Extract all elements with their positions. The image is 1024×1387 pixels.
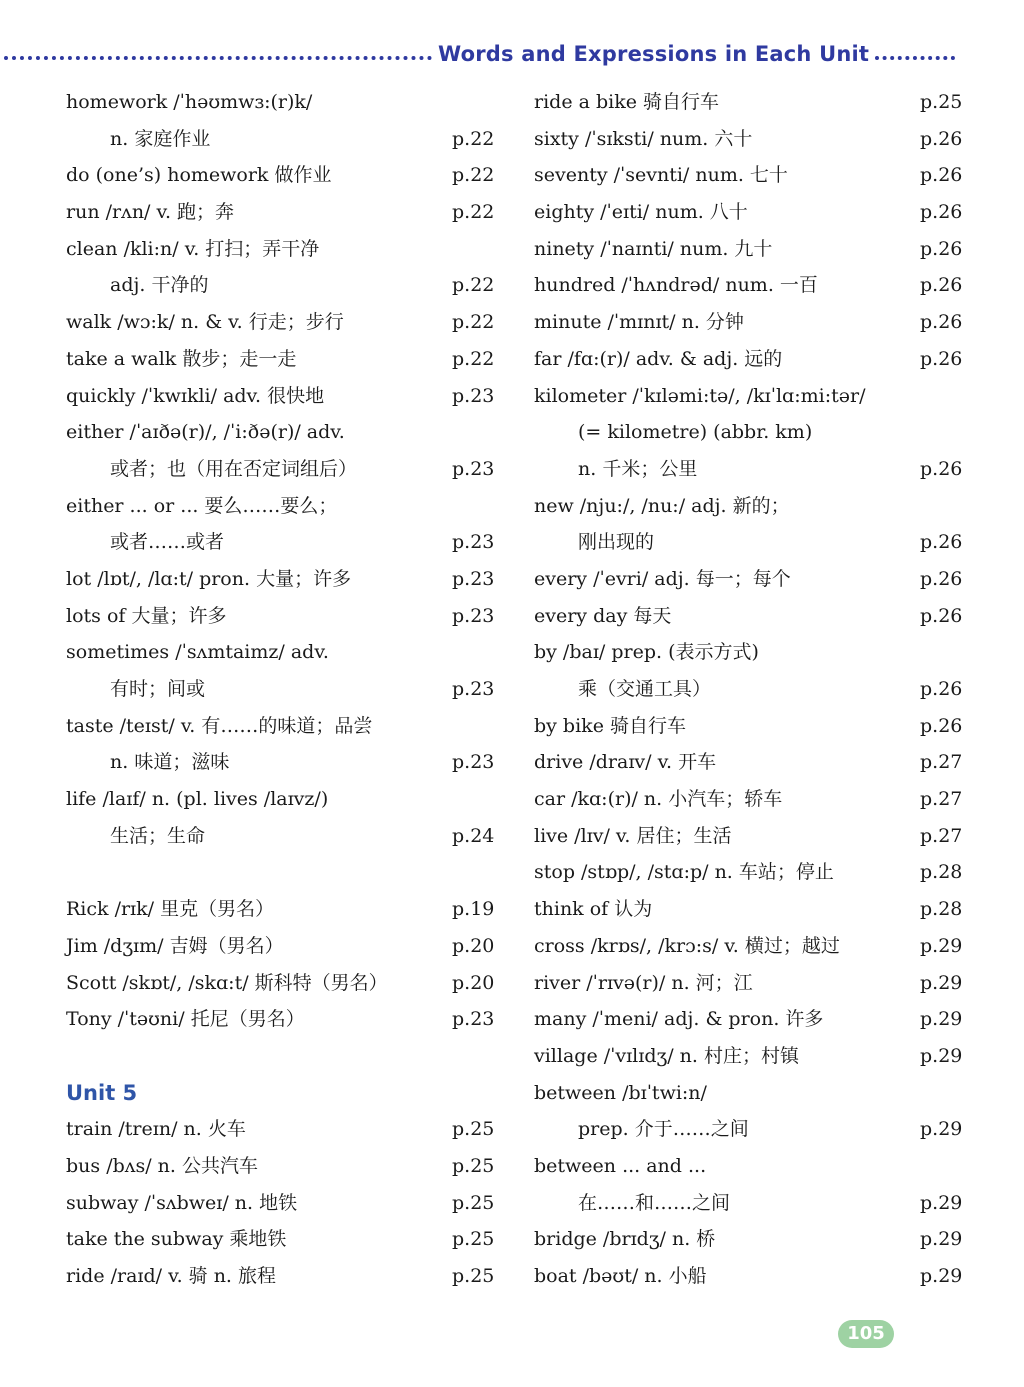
entry-text: Tony /ˈtəʊni/ 托尼（男名） [66, 1008, 305, 1031]
vocab-entry [534, 818, 974, 855]
entry-page-ref: p.26 [920, 164, 963, 187]
entry-text: ride a bike 骑自行车 [534, 91, 720, 113]
vocabulary-column-left [66, 84, 506, 1295]
entry-page-ref: p.22 [452, 311, 495, 334]
dotted-rule-right [875, 56, 955, 60]
vocab-entry [534, 194, 974, 231]
entry-text: car /kɑ:(r)/ n. 小汽车；轿车 [534, 788, 783, 811]
entry-page-ref: p.26 [920, 714, 963, 737]
entry-page-ref: p.25 [452, 1154, 495, 1177]
entry-text: Scott /skɒt/, /skɑ:t/ 斯科特（男名） [66, 971, 388, 994]
vocab-entry [534, 451, 974, 488]
entry-page-ref: p.23 [452, 678, 495, 700]
entry-text: eighty /ˈeɪti/ num. 八十 [534, 201, 748, 224]
vocab-entry [66, 304, 506, 341]
entry-text: between ... and ... [534, 1154, 707, 1177]
entry-page-ref: p.25 [452, 1228, 495, 1251]
vocab-entry [66, 1221, 506, 1258]
vocab-entry [534, 267, 974, 304]
entry-text: river /ˈrɪvə(r)/ n. 河；江 [534, 971, 753, 994]
entry-text: n. 味道；滋味 [110, 751, 230, 774]
page-header [0, 40, 960, 74]
entry-page-ref: p.26 [920, 347, 963, 370]
entry-page-ref: p.19 [452, 898, 495, 921]
entry-text: every /ˈevri/ adj. 每一；每个 [534, 567, 791, 590]
entry-text: (= kilometre) (abbr. km) [578, 421, 813, 444]
vocab-entry [534, 524, 974, 561]
entry-text: lots of 大量；许多 [66, 604, 227, 627]
entry-page-ref: p.23 [452, 384, 495, 407]
vocab-entry [534, 854, 974, 891]
entry-page-ref: p.20 [452, 971, 495, 994]
vocab-entry [66, 194, 506, 231]
entry-text: sometimes /ˈsʌmtaimz/ adv. [66, 641, 329, 664]
entry-text: homework /ˈhəʊmwɜ:(r)k/ [66, 91, 313, 113]
vocab-entry [534, 121, 974, 158]
entry-page-ref: p.22 [452, 347, 495, 370]
vocab-entry [534, 781, 974, 818]
entry-text: new /nju:/, /nu:/ adj. 新的； [534, 494, 790, 517]
vocab-entry [66, 1258, 506, 1295]
entry-text: 刚出现的 [578, 531, 655, 554]
entry-text: clean /kli:n/ v. 打扫；弄干净 [66, 237, 320, 260]
vocab-entry [66, 378, 506, 415]
entry-page-ref: p.26 [920, 678, 963, 700]
vocab-entry [534, 671, 974, 708]
entry-page-ref: p.29 [920, 1008, 963, 1031]
vocab-entry [534, 1185, 974, 1222]
entry-page-ref: p.22 [452, 201, 495, 224]
entry-text: drive /draɪv/ v. 开车 [534, 751, 717, 774]
entry-page-ref: p.29 [920, 1228, 963, 1251]
vocab-entry [66, 744, 506, 781]
entry-page-ref: p.25 [452, 1265, 495, 1287]
entry-text: kilometer /ˈkɪləmi:tə/, /kɪˈlɑ:mi:tər/ [534, 384, 866, 407]
vocab-entry [534, 1038, 974, 1075]
entry-text: ninety /ˈnaɪnti/ num. 九十 [534, 237, 773, 260]
entry-page-ref: p.23 [452, 531, 495, 554]
entry-page-ref: p.25 [452, 1191, 495, 1214]
entry-text: subway /ˈsʌbweɪ/ n. 地铁 [66, 1191, 298, 1214]
entry-text: boat /bəʊt/ n. 小船 [534, 1265, 707, 1287]
entry-text: lot /lɒt/, /lɑ:t/ pron. 大量；许多 [66, 567, 352, 590]
vocab-entry [66, 231, 506, 268]
vocab-entry [534, 1148, 974, 1185]
vocab-entry [534, 744, 974, 781]
entry-page-ref: p.22 [452, 127, 495, 150]
vocab-entry [66, 891, 506, 928]
entry-page-ref: p.22 [452, 164, 495, 187]
vocab-entry [534, 598, 974, 635]
entry-text: live /lɪv/ v. 居住；生活 [534, 824, 732, 847]
entry-page-ref: p.27 [920, 824, 963, 847]
entry-text: 或者；也（用在否定词组后） [110, 457, 358, 480]
entry-text: quickly /ˈkwɪkli/ adv. 很快地 [66, 384, 325, 407]
vocab-entry [66, 818, 506, 855]
entry-text: bus /bʌs/ n. 公共汽车 [66, 1154, 258, 1177]
vocab-entry [534, 231, 974, 268]
dotted-rule-left [4, 56, 432, 60]
entry-text: n. 家庭作业 [110, 127, 211, 150]
entry-page-ref: p.24 [452, 824, 495, 847]
vocab-entry [534, 1258, 974, 1295]
entry-text: walk /wɔ:k/ n. & v. 行走；步行 [66, 311, 344, 334]
entry-text: minute /ˈmɪnɪt/ n. 分钟 [534, 311, 744, 334]
entry-text: do (one’s) homework 做作业 [66, 164, 332, 187]
entry-text: cross /krɒs/, /krɔ:s/ v. 横过；越过 [534, 934, 840, 957]
entry-page-ref: p.23 [452, 567, 495, 590]
vocab-entry [534, 891, 974, 928]
entry-page-ref: p.26 [920, 531, 963, 554]
entry-page-ref: p.22 [452, 274, 495, 297]
entry-text: 或者……或者 [110, 531, 225, 554]
entry-text: train /treɪn/ n. 火车 [66, 1118, 246, 1141]
vocab-entry [66, 634, 506, 671]
vocab-entry [534, 561, 974, 598]
vocab-entry [534, 488, 974, 525]
vocab-entry [66, 928, 506, 965]
entry-page-ref: p.25 [920, 91, 963, 113]
entry-page-ref: p.20 [452, 934, 495, 957]
vocab-entry [66, 854, 506, 891]
page-number-badge: 105 [838, 1320, 894, 1348]
entry-text: life /laɪf/ n. (pl. lives /laɪvz/) [66, 788, 329, 811]
entry-page-ref: p.26 [920, 567, 963, 590]
entry-page-ref: p.28 [920, 898, 963, 921]
entry-text: prep. 介于……之间 [578, 1118, 749, 1141]
entry-text: hundred /ˈhʌndrəd/ num. 一百 [534, 274, 818, 297]
entry-page-ref: p.26 [920, 274, 963, 297]
entry-text: n. 千米；公里 [578, 457, 698, 480]
unit-heading [66, 1075, 506, 1112]
entry-page-ref: p.27 [920, 788, 963, 811]
entry-text: run /rʌn/ v. 跑；奔 [66, 201, 235, 224]
entry-page-ref: p.29 [920, 1044, 963, 1067]
vocab-entry [534, 1221, 974, 1258]
vocab-entry [66, 598, 506, 635]
vocab-entry [66, 1038, 506, 1075]
entry-page-ref: p.29 [920, 971, 963, 994]
entry-page-ref: p.29 [920, 934, 963, 957]
vocab-entry [534, 84, 974, 121]
entry-text: 在……和……之间 [578, 1191, 731, 1214]
entry-text: stop /stɒp/, /stɑ:p/ n. 车站；停止 [534, 861, 834, 884]
vocab-entry [66, 708, 506, 745]
entry-text: Jim /dʒɪm/ 吉姆（男名） [66, 934, 284, 957]
entry-page-ref: p.25 [452, 1118, 495, 1141]
vocab-entry [534, 341, 974, 378]
entry-text: Unit 5 [66, 1080, 138, 1105]
entry-page-ref: p.28 [920, 861, 963, 884]
entry-page-ref: p.26 [920, 311, 963, 334]
entry-page-ref: p.27 [920, 751, 963, 774]
entry-text: by bike 骑自行车 [534, 714, 686, 737]
entry-text: bridge /brɪdʒ/ n. 桥 [534, 1228, 716, 1251]
vocab-entry [534, 708, 974, 745]
vocab-entry [534, 965, 974, 1002]
vocab-entry [66, 341, 506, 378]
entry-page-ref: p.29 [920, 1191, 963, 1214]
entry-text: take a walk 散步；走一走 [66, 347, 297, 370]
vocab-entry [534, 928, 974, 965]
vocab-entry [534, 157, 974, 194]
entry-text: 乘（交通工具） [578, 678, 712, 700]
entry-text: 生活；生命 [110, 824, 206, 847]
vocab-entry [66, 671, 506, 708]
entry-page-ref: p.23 [452, 751, 495, 774]
entry-page-ref: p.26 [920, 237, 963, 260]
entry-page-ref: p.23 [452, 457, 495, 480]
entry-text: take the subway 乘地铁 [66, 1228, 287, 1251]
vocab-entry [534, 378, 974, 415]
entry-text: seventy /ˈsevnti/ num. 七十 [534, 164, 788, 187]
vocab-entry [534, 1075, 974, 1112]
vocab-entry [66, 1185, 506, 1222]
entry-page-ref: p.23 [452, 604, 495, 627]
entry-page-ref: p.26 [920, 457, 963, 480]
entry-text: either /ˈaɪðə(r)/, /ˈi:ðə(r)/ adv. [66, 421, 345, 444]
entry-text: by /baɪ/ prep. (表示方式) [534, 641, 759, 664]
vocab-entry [66, 451, 506, 488]
vocabulary-column-right [534, 84, 974, 1295]
entry-text: far /fɑ:(r)/ adv. & adj. 远的 [534, 347, 783, 370]
vocab-entry [66, 524, 506, 561]
entry-text: sixty /ˈsɪksti/ num. 六十 [534, 127, 753, 150]
vocab-entry [534, 1001, 974, 1038]
vocab-entry [66, 781, 506, 818]
entry-text: 有时；间或 [110, 678, 206, 700]
vocab-entry [534, 634, 974, 671]
entry-text: many /ˈmeni/ adj. & pron. 许多 [534, 1008, 824, 1031]
vocab-entry [66, 561, 506, 598]
entry-text: adj. 干净的 [110, 274, 209, 297]
vocab-entry [534, 414, 974, 451]
vocab-entry [66, 1111, 506, 1148]
entry-text: Rick /rɪk/ 里克（男名） [66, 898, 275, 921]
entry-page-ref: p.26 [920, 604, 963, 627]
entry-page-ref: p.29 [920, 1265, 963, 1287]
vocab-entry [66, 965, 506, 1002]
vocab-entry [66, 267, 506, 304]
vocab-entry [66, 84, 506, 121]
vocab-entry [534, 304, 974, 341]
entry-text: either ... or ... 要么……要么； [66, 494, 338, 517]
section-title: Words and Expressions in Each Unit [438, 42, 870, 66]
entry-text: between /bɪˈtwi:n/ [534, 1081, 707, 1104]
vocab-entry [66, 488, 506, 525]
entry-text: village /ˈvɪlɪdʒ/ n. 村庄；村镇 [534, 1044, 799, 1067]
vocab-entry [66, 157, 506, 194]
entry-text: think of 认为 [534, 898, 653, 921]
vocab-entry [66, 1001, 506, 1038]
entry-text: ride /raɪd/ v. 骑 n. 旅程 [66, 1265, 277, 1287]
vocab-entry [66, 121, 506, 158]
vocab-entry [66, 1148, 506, 1185]
entry-page-ref: p.23 [452, 1008, 495, 1031]
entry-text: every day 每天 [534, 604, 672, 627]
entry-page-ref: p.26 [920, 201, 963, 224]
entry-text: taste /teɪst/ v. 有……的味道；品尝 [66, 714, 373, 737]
entry-page-ref: p.26 [920, 127, 963, 150]
vocab-entry [534, 1111, 974, 1148]
vocab-entry [66, 414, 506, 451]
entry-page-ref: p.29 [920, 1118, 963, 1141]
